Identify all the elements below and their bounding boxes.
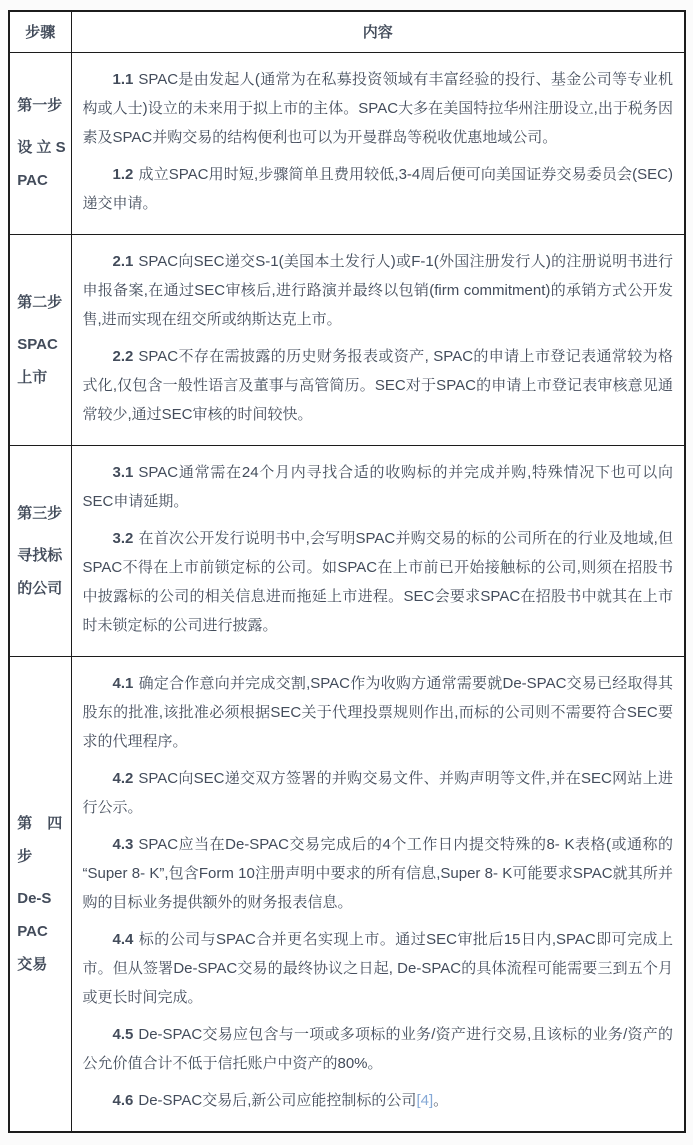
- paragraph-number: 2.2: [112, 347, 134, 365]
- paragraph-text: De-SPAC交易应包含与一项或多项标的业务/资产进行交易,且该标的业务/资产的公允价值合计不低于信托账户中资产的80%。: [82, 1025, 673, 1072]
- table-row-step-1: [9, 52, 685, 234]
- paragraph-text: SPAC向SEC递交S-1(美国本土发行人)或F-1(外国注册发行人)的注册说明书进行申报备案,在通过SEC审核后,进行路演并最终以包销(firm commitment)的承销方式公开发售,进而实现在纽交所或纳斯达克上市。: [82, 252, 673, 328]
- step-label-line: 步: [17, 847, 33, 865]
- paragraph-text: 确定合作意向并完成交割,SPAC作为收购方通常需要就De-SPAC交易已经取得其股东的批准,该批准必须根据SEC关于代理投票规则作出,而标的公司则不需要符合SEC要求的代理程序。: [82, 674, 673, 750]
- content-paragraph: [83, 925, 674, 1012]
- paragraph-number: 4.6: [112, 1091, 134, 1109]
- content-paragraph: [83, 764, 674, 822]
- paragraph-number: 3.1: [112, 463, 134, 481]
- content-paragraph: [83, 342, 674, 429]
- table-row-step-3: [9, 445, 685, 656]
- step-label-line: SPAC: [17, 335, 58, 353]
- table-row-step-2: [9, 234, 685, 445]
- paragraph-text: SPAC不存在需披露的历史财务报表或资产, SPAC的申请上市登记表通常较为格式化,仅包含一般性语言及董事与高管简历。SEC对于SPAC的申请上市登记表审核意见通常较少,通过SEC审核的时间较快。: [82, 347, 673, 423]
- step-label-line: 寻找标: [17, 546, 63, 564]
- step-label-line: 第一步: [17, 97, 63, 114]
- content-paragraph: [83, 1086, 674, 1115]
- paragraph-text: 在首次公开发行说明书中,会写明SPAC并购交易的标的公司所在的行业及地域,但SPAC不得在上市前锁定标的公司。如SPAC在上市前已开始接触标的公司,则须在招股书中披露标的公司的相关信息进而拖延上市进程。SEC会要求SPAC在招股书中就其在上市时未锁定标的公司进行披露。: [82, 529, 673, 634]
- step-content-cell: [71, 234, 685, 445]
- content-paragraph: [83, 669, 674, 756]
- paragraph-number: 2.1: [112, 252, 134, 270]
- step-content-cell: [71, 656, 685, 1132]
- step-label-line: 上市: [17, 368, 48, 386]
- paragraph-number: 4.3: [112, 835, 134, 853]
- content-paragraph: [83, 830, 674, 917]
- paragraph-text: 标的公司与SPAC合并更名实现上市。通过SEC审批后15日内,SPAC即可完成上市。但从签署De-SPAC交易的最终协议之日起, De-SPAC的具体流程可能需要三到五个月或更长时间完成。: [82, 930, 673, 1006]
- step-label-line: 第三步: [17, 504, 63, 522]
- step-label-line: De-S: [17, 889, 52, 907]
- paragraph-text: SPAC通常需在24个月内寻找合适的收购标的并完成并购,特殊情况下也可以向SEC申请延期。: [82, 463, 673, 510]
- step-content-cell: [71, 52, 685, 234]
- paragraph-number: 3.2: [112, 529, 134, 547]
- step-label-cell: [9, 656, 71, 1132]
- step-label-line: PAC: [17, 172, 48, 189]
- column-header-content: 内容: [71, 11, 685, 52]
- content-paragraph: [83, 458, 674, 516]
- step-label-cell: [9, 445, 71, 656]
- paragraph-text: De-SPAC交易后,新公司应能控制标的公司: [138, 1091, 417, 1109]
- step-label-cell: [9, 234, 71, 445]
- paragraph-number: 4.1: [112, 674, 134, 692]
- content-paragraph: [83, 1020, 674, 1078]
- column-header-step: 步骤: [9, 11, 71, 52]
- step-label-line: 设 立 S: [17, 139, 66, 156]
- paragraph-text: SPAC应当在De-SPAC交易完成后的4个工作日内提交特殊的8- K表格(或通称的“Super 8- K”,包含Form 10注册声明中要求的所有信息,Super 8- K可能要求SPAC就其所并购的目标业务提供额外的财务报表信息。: [82, 835, 673, 911]
- step-label-line: PAC: [17, 922, 48, 940]
- paragraph-number: 4.5: [112, 1025, 134, 1043]
- paragraph-number: 4.2: [112, 769, 134, 787]
- content-paragraph: [83, 65, 674, 152]
- paragraph-text: 。: [433, 1091, 449, 1109]
- header-row: [9, 11, 685, 52]
- step-content-cell: [71, 445, 685, 656]
- paragraph-text: SPAC是由发起人(通常为在私募投资领域有丰富经验的投行、基金公司等专业机构或人士)设立的未来用于拟上市的主体。SPAC大多在美国特拉华州注册设立,出于税务因素及SPAC并购交易的结构便利也可以为开曼群岛等税收优惠地域公司。: [82, 70, 673, 146]
- content-paragraph: [83, 524, 674, 640]
- spac-process-table: [8, 10, 686, 1133]
- paragraph-number: 1.1: [112, 70, 134, 88]
- content-paragraph: [83, 160, 674, 218]
- content-paragraph: [83, 247, 674, 334]
- paragraph-text: 成立SPAC用时短,步骤简单且费用较低,3-4周后便可向美国证券交易委员会(SEC)递交申请。: [82, 165, 673, 212]
- step-label-line: 第二步: [17, 293, 63, 311]
- step-label-line: 交易: [17, 955, 48, 973]
- paragraph-number: 4.4: [112, 930, 134, 948]
- paragraph-text: SPAC向SEC递交双方签署的并购交易文件、并购声明等文件,并在SEC网站上进行公示。: [82, 769, 673, 816]
- table-row-step-4: [9, 656, 685, 1132]
- paragraph-number: 1.2: [112, 165, 134, 183]
- step-label-line: 的公司: [17, 579, 63, 597]
- step-label-cell: [9, 52, 71, 234]
- footnote-ref-link[interactable]: [4]: [416, 1091, 434, 1109]
- step-label-line: 第 四: [17, 814, 63, 832]
